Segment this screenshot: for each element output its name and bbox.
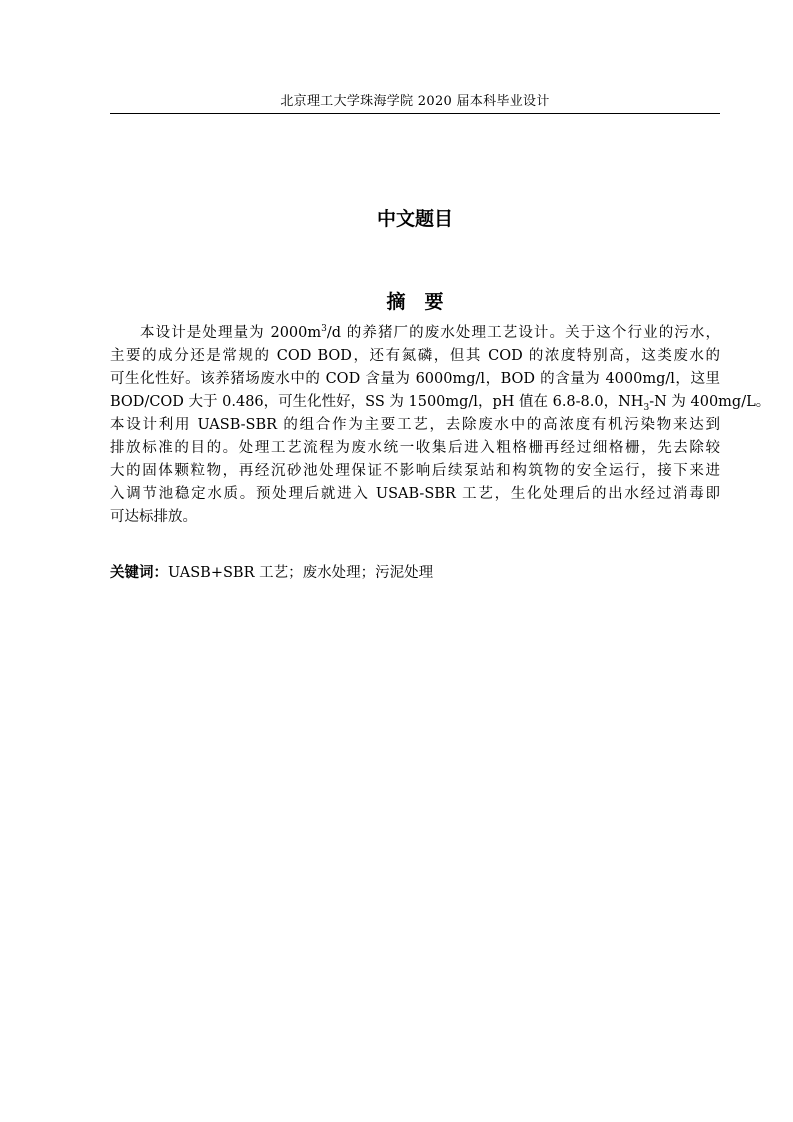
abstract-line-5: 本设计利用 UASB-SBR 的组合作为主要工艺，去除废水中的高浓度有机污染物来达到 [110,417,720,433]
abstract-line-4-a: BOD/COD 大于 0.486，可生化性好，SS 为 1500mg/l，pH 值在 6.8-8.0，NH [110,394,644,410]
superscript-3: 3 [321,324,327,335]
abstract-line-1-a: 本设计是处理量为 2000m [140,325,322,341]
abstract-line-1 [110,322,720,345]
abstract-line-3: 可生化性好。该养猪场废水中的 COD 含量为 6000mg/l，BOD 的含量为 4000mg/l，这里 [110,371,720,387]
abstract-line-9: 可达标排放。 [110,509,197,525]
header-rule [110,113,720,114]
abstract-line-2: 主要的成分还是常规的 COD BOD，还有氮磷，但其 COD 的浓度特别高，这类废水的 [110,348,720,364]
abstract-line-4 [110,391,771,414]
abstract-body [110,322,771,529]
page-title: 中文题目 [376,208,453,230]
abstract-line-4-b: -N 为 400mg/L。 [649,394,771,410]
running-header: 北京理工大学珠海学院 2020 届本科毕业设计 [280,94,550,109]
abstract-heading: 摘 要 [386,291,444,313]
abstract-line-6: 排放标准的目的。处理工艺流程为废水统一收集后进入粗格栅再经过细格栅，先去除较 [110,440,720,456]
subscript-3: 3 [643,402,650,413]
abstract-line-1-b: /d 的养猪厂的废水处理工艺设计。关于这个行业的污水， [326,325,720,341]
keywords-label: 关键词： [110,564,168,581]
keywords-value: UASB+SBR 工艺；废水处理；污泥处理 [168,565,434,581]
abstract-line-7: 大的固体颗粒物，再经沉砂池处理保证不影响后续泵站和构筑物的安全运行，接下来进 [110,463,720,479]
abstract-line-8: 入调节池稳定水质。预处理后就进入 USAB-SBR 工艺，生化处理后的出水经过消毒即 [110,486,720,502]
keywords [110,561,720,585]
